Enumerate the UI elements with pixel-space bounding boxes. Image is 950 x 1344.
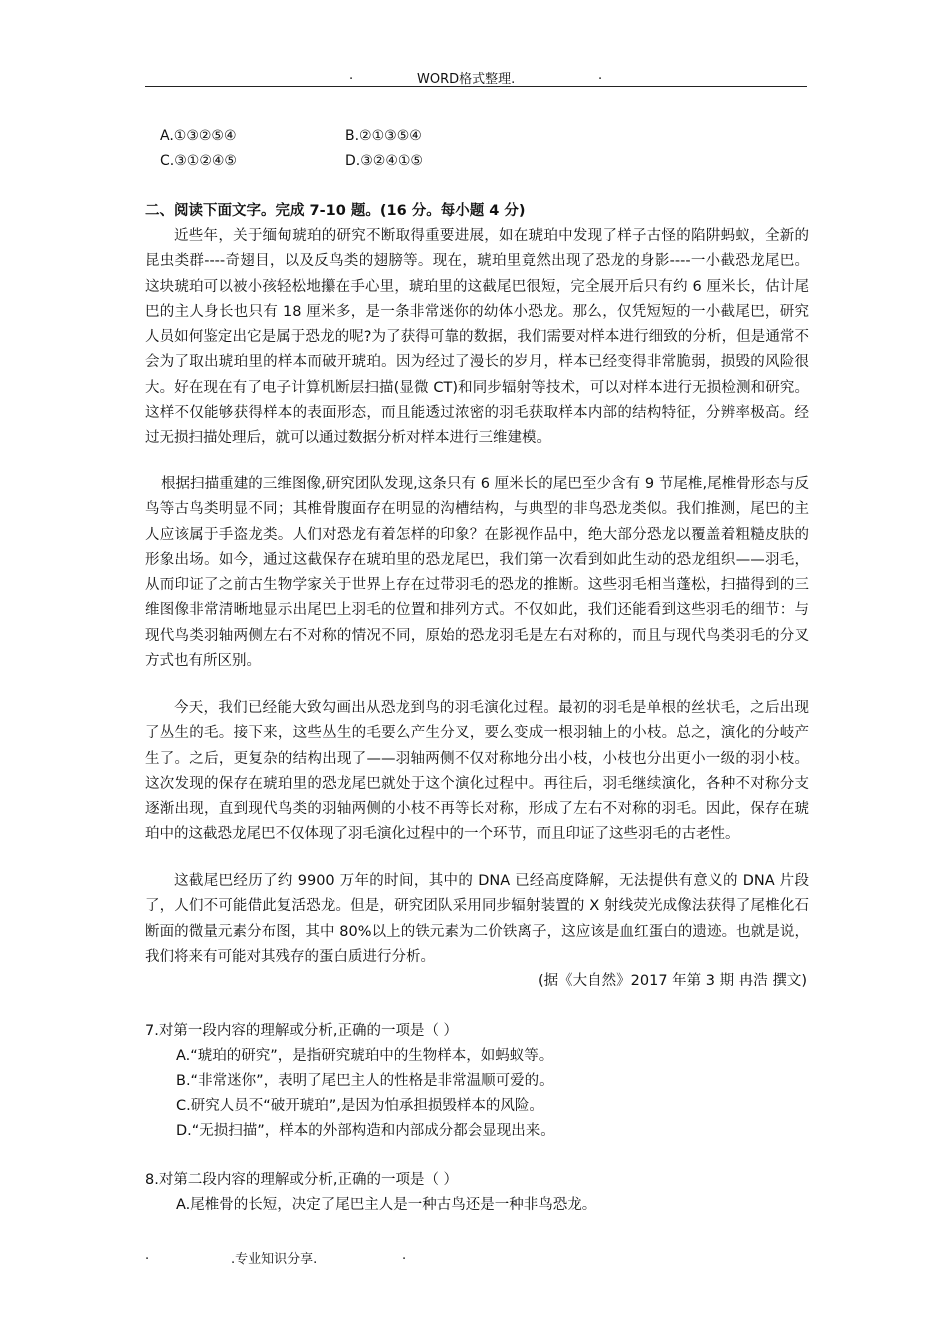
question-8-stem: 8.对第二段内容的理解或分析,正确的一项是（ ） (145, 1172, 459, 1188)
prev-option-c: C.③①②④⑤ (160, 153, 237, 169)
prev-option-b: B.②①③⑤④ (345, 128, 422, 144)
passage-source: (据《大自然》2017 年第 3 期 冉浩 撰文) (538, 973, 807, 989)
question-7-option-d: D.“无损扫描”，样本的外部构造和内部成分都会显现出来。 (176, 1123, 555, 1139)
footer-dot-right: . (402, 1248, 407, 1263)
question-7-stem: 7.对第一段内容的理解或分析,正确的一项是（ ） (145, 1023, 459, 1039)
prev-option-d: D.③②④①⑤ (345, 153, 423, 169)
page-header (145, 64, 807, 86)
question-7-option-c: C.研究人员不“破开琥珀”,是因为怕承担损毁样本的风险。 (176, 1098, 544, 1114)
header-divider (145, 86, 807, 87)
section-title: 二、阅读下面文字。完成 7-10 题。(16 分。每小题 4 分) (145, 203, 526, 219)
passage-paragraph-1: 近些年，关于缅甸琥珀的研究不断取得重要进展，如在琥珀中发现了样子古怪的陷阱蚂蚁，全新的昆虫类群----奇翅目，以及反鸟类的翅膀等。现在，琥珀里竟然出现了恐龙的身影----一小截恐龙尾巴。这块琥珀可以被小孩轻松地攥在手心里，琥珀里的这截尾巴很短，完全展开后只有约 6 厘米长，估计尾巴的主人身长也只有 18 厘米多，是一条非常迷你的幼体小恐龙。那么，仅凭短短的一小截尾巴，研究人员如何鉴定出它是属于恐龙的呢?为了获得可靠的数据，我们需要对样本进行细致的分析，但是通常不会为了取出琥珀里的样本而破开琥珀。因为经过了漫长的岁月，样本已经变得非常脆弱，损毁的风险很大。好在现在有了电子计算机断层扫描(显微 CT)和同步辐射等技术，可以对样本进行无损检测和研究。这样不仅能够获得样本的表面形态，而且能透过浓密的羽毛获取样本内部的结构特征，分辨率极高。经过无损扫描处理后，就可以通过数据分析对样本进行三维建模。 (145, 228, 809, 447)
passage-paragraph-3: 今天，我们已经能大致勾画出从恐龙到鸟的羽毛演化过程。最初的羽毛是单根的丝状毛，之后出现了丛生的毛。接下来，这些丛生的毛要么产生分叉，要么变成一根羽轴上的小枝。总之，演化的分岐产生了。之后，更复杂的结构出现了——羽轴两侧不仅对称地分出小枝，小枝也分出更小一级的羽小枝。这次发现的保存在琥珀里的恐龙尾巴就处于这个演化过程中。再往后，羽毛继续演化，各种不对称分支逐渐出现，直到现代鸟类的羽轴两侧的小枝不再等长对称，形成了左右不对称的羽毛。因此，保存在琥珀中的这截恐龙尾巴不仅体现了羽毛演化过程中的一个环节，而且印证了这些羽毛的古老性。 (145, 700, 809, 843)
prev-option-a: A.①③②⑤④ (160, 128, 237, 144)
question-7-option-a: A.“琥珀的研究”，是指研究琥珀中的生物样本，如蚂蚁等。 (176, 1048, 554, 1064)
header-dot-left: . (349, 68, 354, 83)
footer-text: .专业知识分享. (231, 1252, 318, 1267)
question-8-option-a: A.尾椎骨的长短，决定了尾巴主人是一种古鸟还是一种非鸟恐龙。 (176, 1197, 597, 1213)
question-7-option-b: B.“非常迷你”，表明了尾巴主人的性格是非常温顺可爱的。 (176, 1073, 554, 1089)
header-dot-right: . (598, 68, 603, 83)
header-title: WORD格式整理. (417, 72, 516, 87)
footer-dot-left: . (145, 1248, 150, 1263)
passage-paragraph-4: 这截尾巴经历了约 9900 万年的时间，其中的 DNA 已经高度降解，无法提供有意义的 DNA 片段了，人们不可能借此复活恐龙。但是，研究团队采用同步辐射装置的 X 射线荧光成像法获得了尾椎化石断面的微量元素分布图，其中 80%以上的铁元素为二价铁离子，这应该是血红蛋白的遗迹。也就是说，我们将来有可能对其残存的蛋白质进行分析。 (145, 873, 809, 965)
passage-paragraph-2: 根据扫描重建的三维图像,研究团队发现,这条只有 6 厘米长的尾巴至少含有 9 节尾椎,尾椎骨形态与反鸟等古鸟类明显不同；其椎骨腹面存在明显的沟槽结构，与典型的非鸟恐龙类似。我们推测，尾巴的主人应该属于手盗龙类。人们对恐龙有着怎样的印象？在影视作品中，绝大部分恐龙以覆盖着粗糙皮肤的形象出场。如今，通过这截保存在琥珀里的恐龙尾巴，我们第一次看到如此生动的恐龙组织——羽毛，从而印证了之前古生物学家关于世界上存在过带羽毛的恐龙的推断。这些羽毛相当蓬松，扫描得到的三维图像非常清晰地显示出尾巴上羽毛的位置和排列方式。不仅如此，我们还能看到这些羽毛的细节：与现代鸟类羽轴两侧左右不对称的情况不同，原始的恐龙羽毛是左右对称的，而且与现代鸟类羽毛的分叉方式也有所区别。 (145, 476, 809, 670)
